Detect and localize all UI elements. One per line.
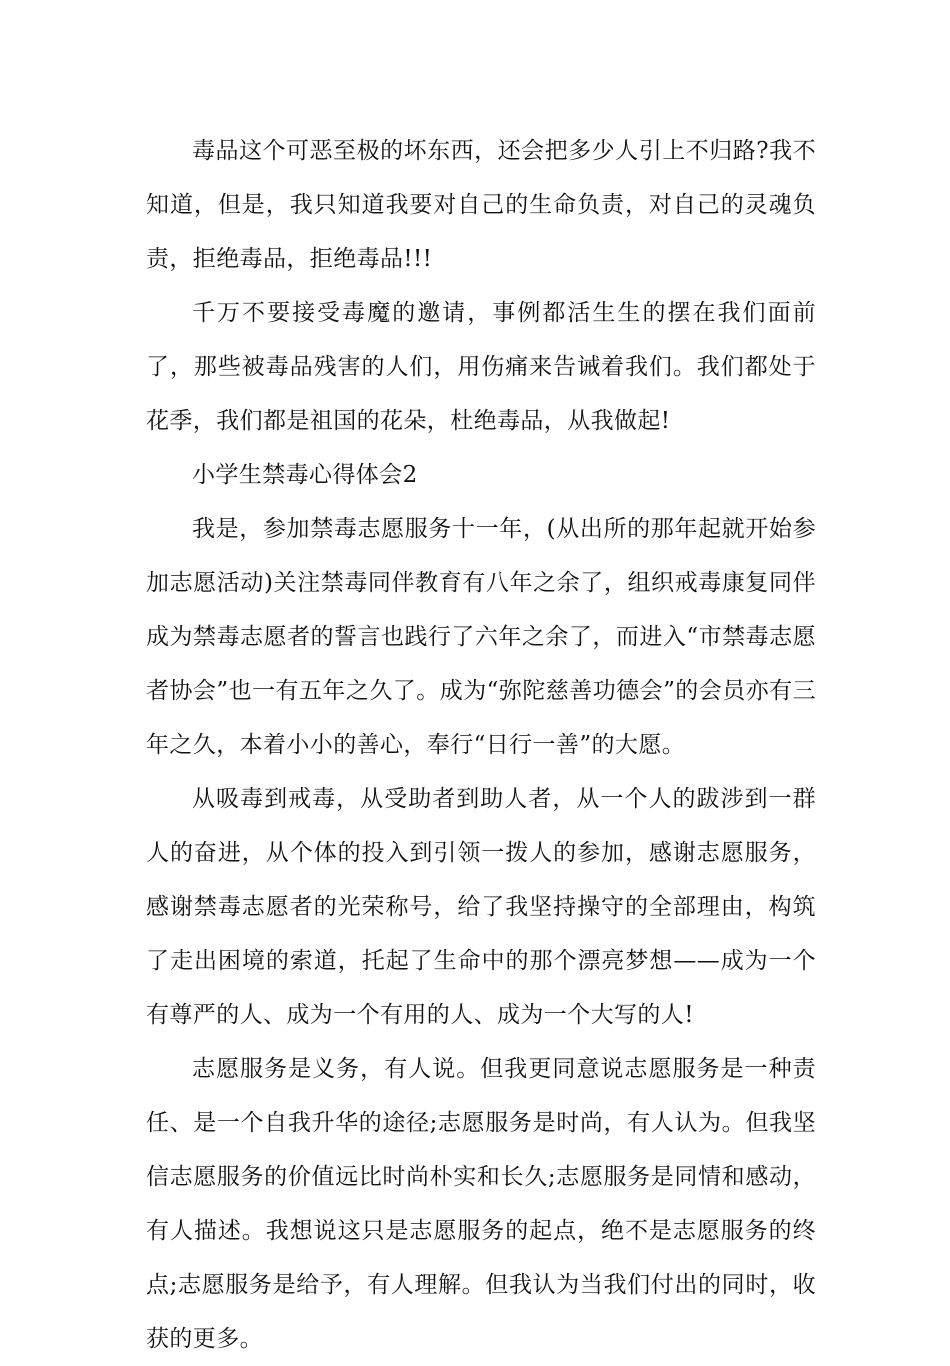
paragraph-meaning-of-service: 志愿服务是义务，有人说。但我更同意说志愿服务是一种责任、是一个自我升华的途径;志愿服务是时尚，有人认为。但我坚信志愿服务的价值远比时尚朴实和长久;志愿服务是同情和感动，有人描述。我想说这只是志愿服务的起点，绝不是志愿服务的终点;志愿服务是给予，有人理解。但我认为当我们付出的同时，收获的更多。 [146,1056,816,1352]
paragraph-gratitude: 从吸毒到戒毒，从受助者到助人者，从一个人的跋涉到一群人的奋进，从个体的投入到引领一拨人的参加，感谢志愿服务，感谢禁毒志愿者的光荣称号，给了我坚持操守的全部理由，构筑了走出困境的索道，托起了生命中的那个漂亮梦想——成为一个有尊严的人、成为一个有用的人、成为一个大写的人! [146,786,816,1028]
section-heading: 小学生禁毒心得体会2 [192,462,418,488]
paragraph-drug-refusal: 毒品这个可恶至极的坏东西，还会把多少人引上不归路?我不知道，但是，我只知道我要对自己的生命负责，对自己的灵魂负责，拒绝毒品，拒绝毒品!!! [146,138,816,272]
document-body [146,124,816,1366]
paragraph-volunteer-history: 我是，参加禁毒志愿服务十一年，(从出所的那年起就开始参加志愿活动)关注禁毒同伴教育有八年之余了，组织戒毒康复同伴成为禁毒志愿者的誓言也践行了六年之余了，而进入“市禁毒志愿者协会”也一有五年之久了。成为“弥陀慈善功德会”的会员亦有三年之久，本着小小的善心，奉行“日行一善”的大愿。 [146,516,816,758]
paragraph-warning: 千万不要接受毒魔的邀请，事例都活生生的摆在我们面前了，那些被毒品残害的人们，用伤痛来告诫着我们。我们都处于花季，我们都是祖国的花朵，杜绝毒品，从我做起! [146,300,816,434]
